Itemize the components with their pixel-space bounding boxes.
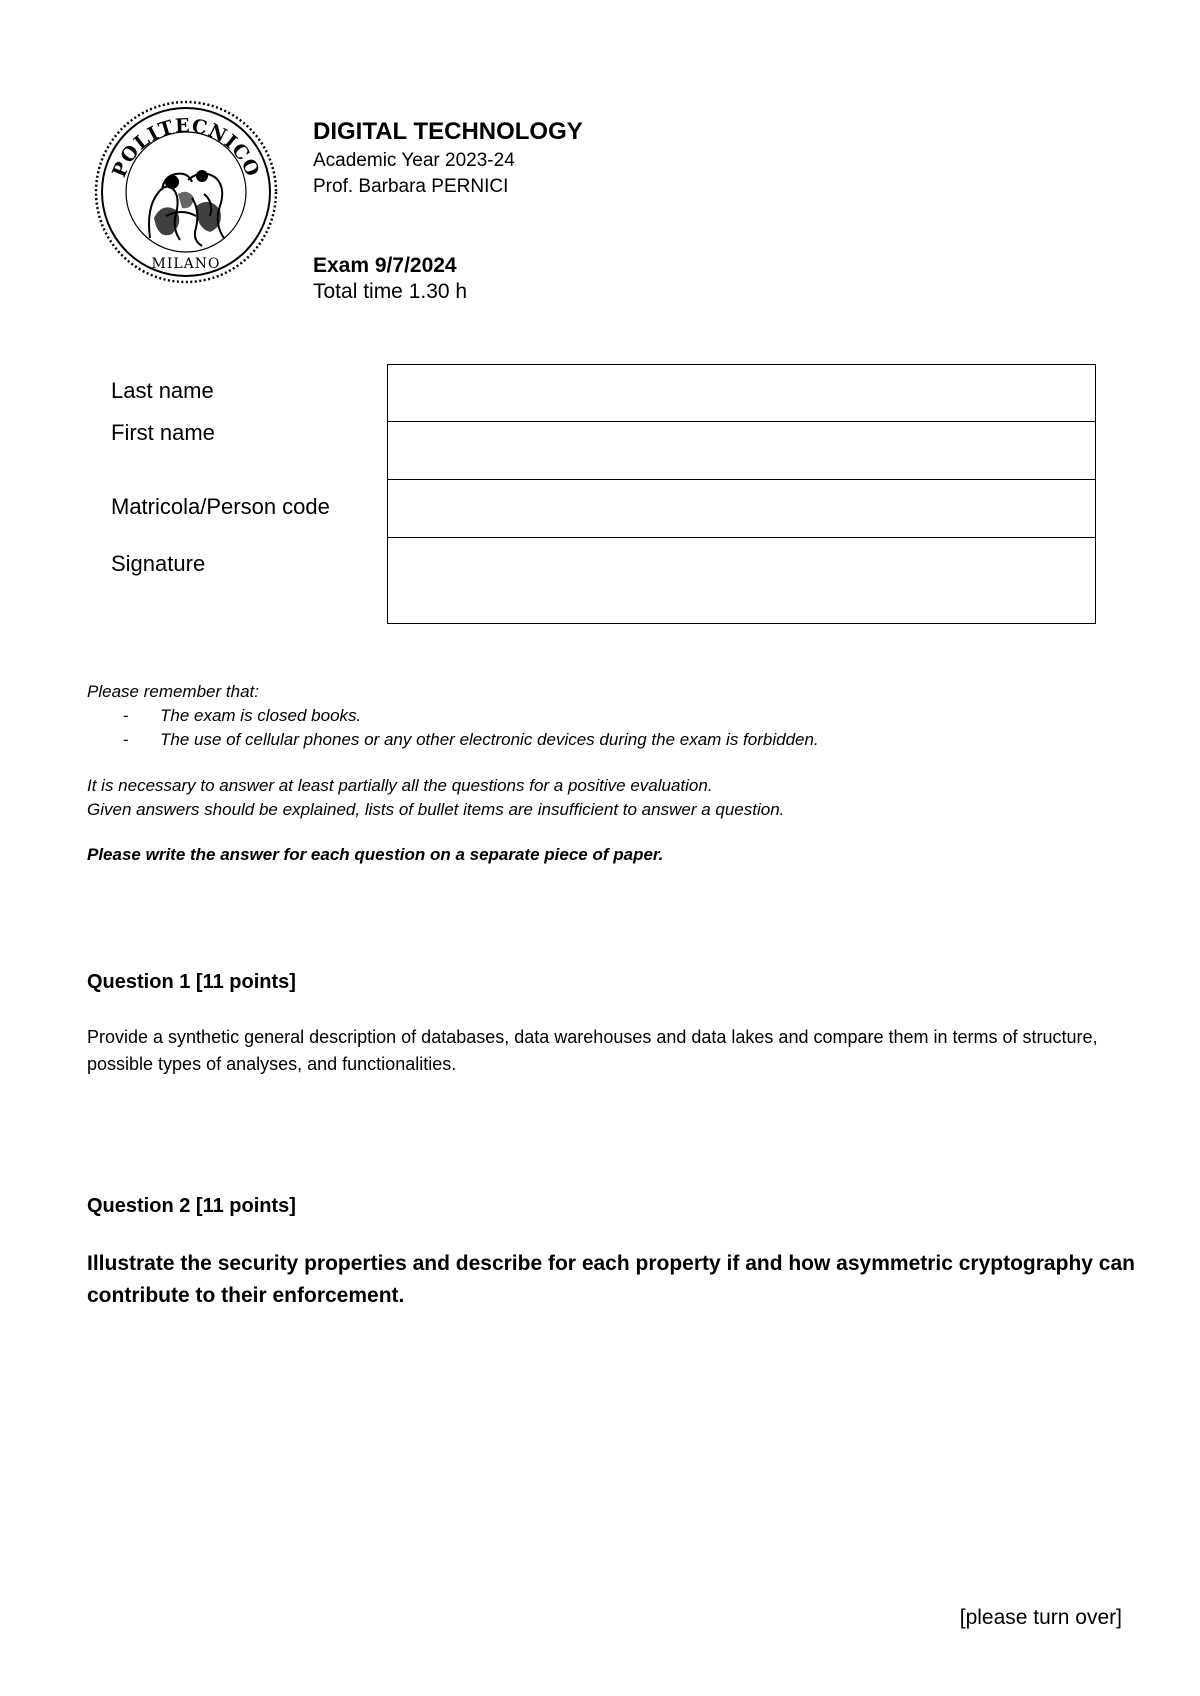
instructions-intro: Please remember that: [87, 682, 259, 701]
course-title: DIGITAL TECHNOLOGY [313, 118, 583, 145]
matricola-label: Matricola/Person code [111, 494, 330, 519]
bullet-marker: - [123, 730, 129, 749]
question-1-heading: Question 1 [11 points] [87, 971, 296, 993]
first-name-field[interactable] [387, 421, 1096, 481]
professor-name: Prof. Barbara PERNICI [313, 176, 509, 197]
bullet-marker: - [123, 706, 129, 725]
exam-date: Exam 9/7/2024 [313, 254, 457, 277]
academic-year: Academic Year 2023-24 [313, 150, 515, 171]
last-name-label: Last name [111, 378, 214, 403]
svg-text:POLITECNICO: POLITECNICO [108, 114, 264, 181]
question-2-heading: Question 2 [11 points] [87, 1195, 296, 1217]
signature-label: Signature [111, 551, 206, 576]
signature-field[interactable] [387, 537, 1096, 624]
university-seal-logo [92, 98, 280, 286]
instruction-bullet: The use of cellular phones or any other electronic devices during the exam is forbidden. [160, 730, 819, 749]
question-1-text: Provide a synthetic general description of databases, data warehouses and data lakes and compare them in terms of structure, possible types of analyses, and functionalities. [87, 1027, 1098, 1074]
exam-total-time: Total time 1.30 h [313, 280, 468, 303]
first-name-label: First name [111, 420, 215, 445]
seal-icon [92, 98, 280, 286]
question-2-text: Illustrate the security properties and describe for each property if and how asymmetric cryptography can contribute to their enforcement. [87, 1252, 1135, 1307]
separate-paper-note: Please write the answer for each question on a separate piece of paper. [87, 845, 664, 864]
evaluation-note: It is necessary to answer at least partially all the questions for a positive evaluation. [87, 776, 713, 795]
turn-over-note: [please turn over] [959, 1606, 1122, 1629]
explanation-note: Given answers should be explained, lists of bullet items are insufficient to answer a question. [87, 800, 785, 819]
instruction-bullet: The exam is closed books. [160, 706, 362, 725]
last-name-field[interactable] [387, 364, 1096, 423]
svg-text:MILANO: MILANO [151, 256, 221, 272]
matricola-field[interactable] [387, 479, 1096, 539]
